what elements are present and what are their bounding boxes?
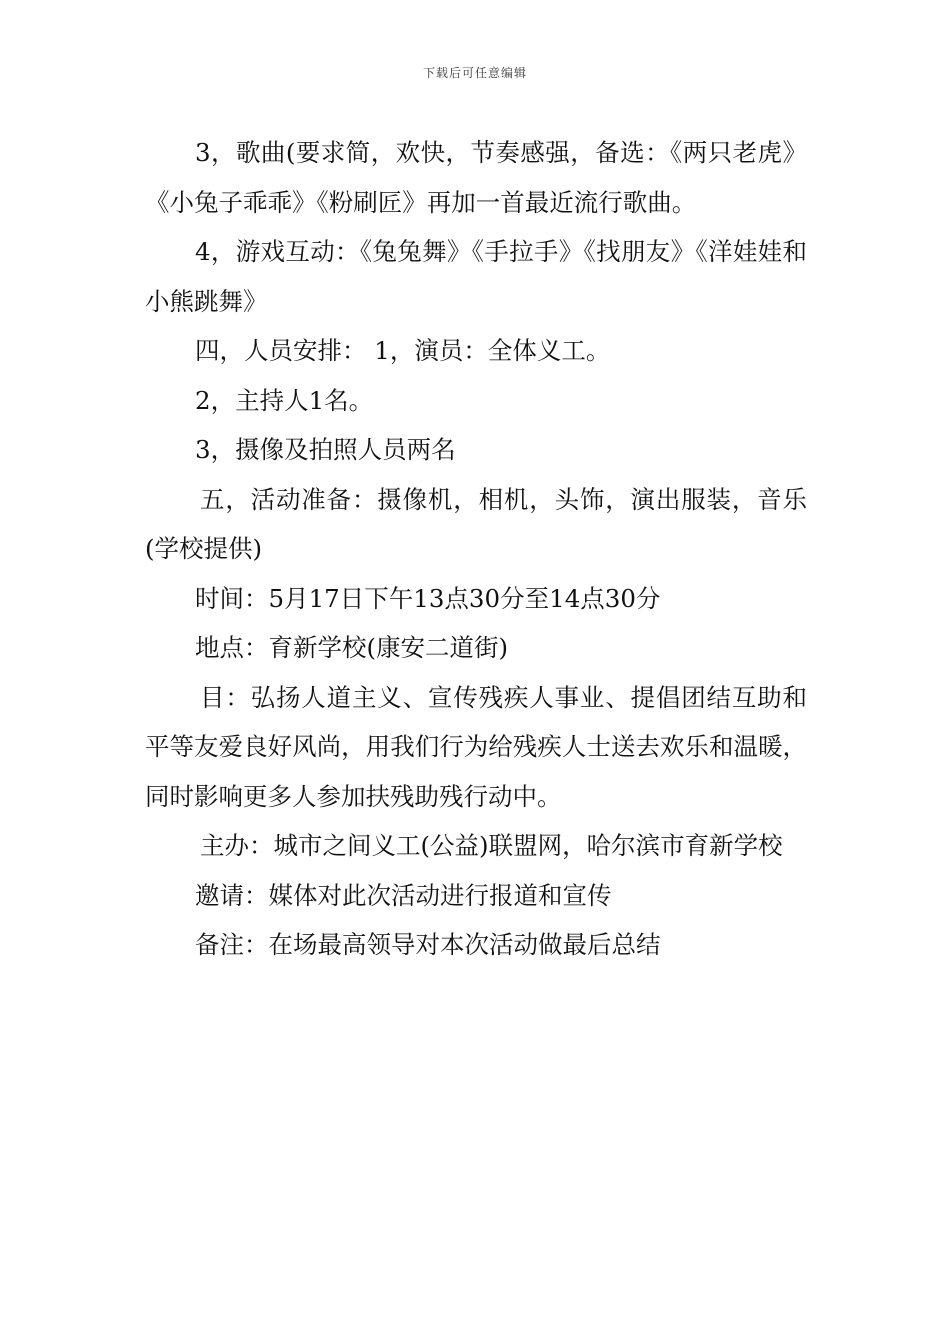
paragraph-time: 时间：5月17日下午13点30分至14点30分	[195, 583, 661, 613]
paragraph-purpose: 目：弘扬人道主义、宣传残疾人事业、提倡团结互助和平等友爱良好风尚，用我们行为给残疾人士送去欢乐和温暖，同时影响更多人参加扶残助残行动中。	[145, 682, 807, 811]
paragraph-location: 地点：育新学校(康安二道街)	[195, 633, 509, 662]
page-header: 下载后可任意编辑	[422, 66, 527, 80]
paragraph-songs: 3，歌曲(要求简，欢快，节奏感强，备选：《两只老虎》《小兔子乖乖》《粉刷匠》再加一首最近流行歌曲。	[145, 138, 807, 217]
paragraph-preparation: 五，活动准备：摄像机，相机，头饰，演出服装，音乐(学校提供)	[145, 484, 807, 563]
paragraph-games: 4，游戏互动：《兔兔舞》《手拉手》《找朋友》《洋娃娃和小熊跳舞》	[145, 237, 807, 316]
paragraph-invitation: 邀请：媒体对此次活动进行报道和宣传	[195, 880, 612, 910]
paragraph-staffing: 四，人员安排： 1，演员：全体义工。	[195, 336, 611, 365]
paragraph-organizer: 主办：城市之间义工(公益)联盟网，哈尔滨市育新学校	[200, 831, 783, 860]
document-body	[145, 128, 807, 970]
paragraph-camera-staff: 3，摄像及拍照人员两名	[195, 435, 456, 464]
paragraph-remarks: 备注：在场最高领导对本次活动做最后总结	[195, 930, 661, 959]
paragraph-host: 2，主持人1名。	[195, 385, 374, 415]
